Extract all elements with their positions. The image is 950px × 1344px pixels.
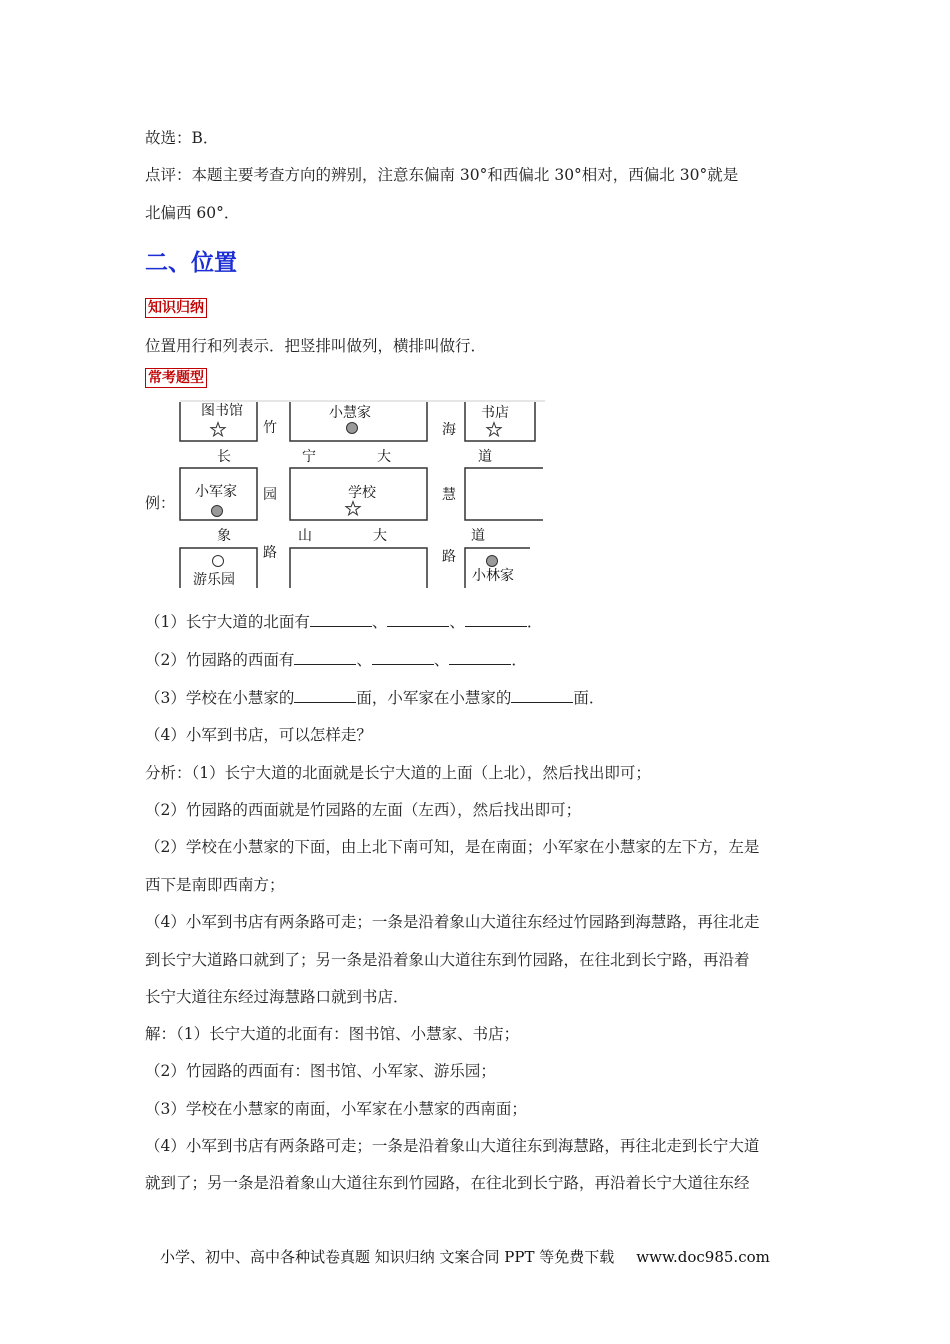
question-3-suffix: 面． — [573, 689, 605, 707]
road-haihui-3: 路 — [442, 549, 456, 565]
question-1-text: （1）长宁大道的北面有 — [145, 613, 310, 631]
solution-line: （2）竹园路的西面有：图书馆、小军家、游乐园； — [145, 1062, 496, 1080]
question-3-mid: 面，小军家在小慧家的 — [356, 689, 512, 707]
road-changning-3: 大 — [377, 449, 391, 465]
solution-line: 就到了；另一条是沿着象山大道往东到竹园路，在往北到长宁路，再沿着长宁大道往东经 — [145, 1174, 750, 1192]
school-star-icon — [346, 502, 360, 515]
comment-line: 点评：本题主要考查方向的辨别，注意东偏南 30°和西偏北 30°相对，西偏北 30°就是 — [145, 166, 739, 184]
period: ． — [511, 651, 527, 669]
xiaohui-home-label: 小慧家 — [329, 405, 371, 421]
answer-blank[interactable] — [387, 612, 449, 627]
road-xiangshan-2: 山 — [298, 528, 312, 544]
park-circle-icon — [213, 556, 224, 567]
question-2 — [145, 650, 527, 670]
xiaolin-home-label: 小林家 — [472, 568, 514, 584]
park-label: 游乐园 — [193, 572, 235, 588]
bookstore-label: 书店 — [481, 405, 509, 421]
bookstore-star-icon — [487, 423, 501, 436]
east-block — [465, 468, 543, 520]
question-2-text: （2）竹园路的西面有 — [145, 651, 295, 669]
knowledge-text: 位置用行和列表示．把竖排叫做列，横排叫做行． — [145, 337, 487, 355]
knowledge-tag: 知识归纳 — [145, 298, 207, 318]
analysis-line: （2）竹园路的西面就是竹园路的左面（左西），然后找出即可； — [145, 801, 582, 819]
analysis-line: （2）学校在小慧家的下面，由上北下南可知，是在南面；小军家在小慧家的左下方，左是 — [145, 838, 760, 856]
solution-line: 解：（1）长宁大道的北面有：图书馆、小慧家、书店； — [145, 1025, 520, 1043]
period: ． — [526, 613, 543, 631]
analysis-line: 到长宁大道路口就到了；另一条是沿着象山大道往东到竹园路，在往北到长宁路，再沿着 — [145, 951, 750, 969]
road-changning-4: 道 — [478, 449, 492, 465]
answer-blank[interactable] — [511, 688, 573, 703]
analysis-line: 分析：（1）长宁大道的北面就是长宁大道的上面（上北），然后找出即可； — [145, 764, 651, 782]
answer-blank[interactable] — [294, 688, 356, 703]
road-zhuyuan-2: 园 — [263, 487, 277, 503]
xiaojun-home-label: 小军家 — [195, 484, 237, 500]
road-zhuyuan-3: 路 — [263, 545, 277, 561]
road-xiangshan-3: 大 — [373, 528, 387, 544]
xiaohui-home-dot-icon — [347, 423, 358, 434]
section-title: 二、位置 — [145, 250, 237, 276]
answer-blank[interactable] — [465, 612, 527, 627]
separator: 、 — [433, 651, 450, 669]
road-changning-1: 长 — [217, 449, 231, 465]
south-block — [290, 548, 427, 588]
common-question-tag: 常考题型 — [145, 368, 207, 388]
map-figure — [145, 398, 550, 590]
example-label: 例： — [145, 494, 176, 512]
road-zhuyuan-1: 竹 — [263, 420, 277, 436]
question-1 — [145, 612, 542, 632]
separator: 、 — [356, 651, 372, 669]
solution-line: （4）小军到书店有两条路可走；一条是沿着象山大道往东到海慧路，再往北走到长宁大道 — [145, 1137, 760, 1155]
road-xiangshan-1: 象 — [217, 528, 231, 544]
comment-line-cont: 北偏西 60°． — [145, 204, 240, 222]
answer-blank[interactable] — [310, 612, 372, 627]
answer-line: 故选：B． — [145, 129, 219, 147]
library-label: 图书馆 — [201, 403, 243, 419]
solution-line: （3）学校在小慧家的南面，小军家在小慧家的西南面； — [145, 1100, 527, 1118]
question-3-text: （3）学校在小慧家的 — [145, 689, 295, 707]
road-changning-2: 宁 — [302, 449, 316, 465]
separator: 、 — [371, 613, 388, 631]
separator: 、 — [449, 613, 465, 631]
road-haihui-2: 慧 — [442, 487, 456, 503]
footer-link[interactable]: www.doc985.com — [636, 1248, 770, 1266]
analysis-line: 长宁大道往东经过海慧路口就到书店． — [145, 988, 409, 1006]
xiaojun-home-dot-icon — [212, 506, 223, 517]
answer-blank[interactable] — [372, 650, 434, 665]
question-4: （4）小军到书店，可以怎样走？ — [145, 726, 372, 744]
answer-blank[interactable] — [294, 650, 356, 665]
footer — [160, 1246, 770, 1267]
analysis-line: （4）小军到书店有两条路可走；一条是沿着象山大道往东经过竹园路到海慧路，再往北走 — [145, 913, 760, 931]
road-xiangshan-4: 道 — [471, 528, 485, 544]
analysis-line: 西下是南即西南方； — [145, 876, 285, 894]
answer-blank[interactable] — [449, 650, 511, 665]
xiaolin-home-dot-icon — [487, 556, 498, 567]
road-haihui-1: 海 — [442, 422, 456, 438]
library-star-icon — [211, 423, 225, 436]
school-label: 学校 — [348, 485, 376, 501]
question-3 — [145, 688, 604, 708]
footer-text: 小学、初中、高中各种试卷真题 知识归纳 文案合同 PPT 等免费下载 — [160, 1248, 615, 1266]
location-map — [145, 398, 550, 590]
